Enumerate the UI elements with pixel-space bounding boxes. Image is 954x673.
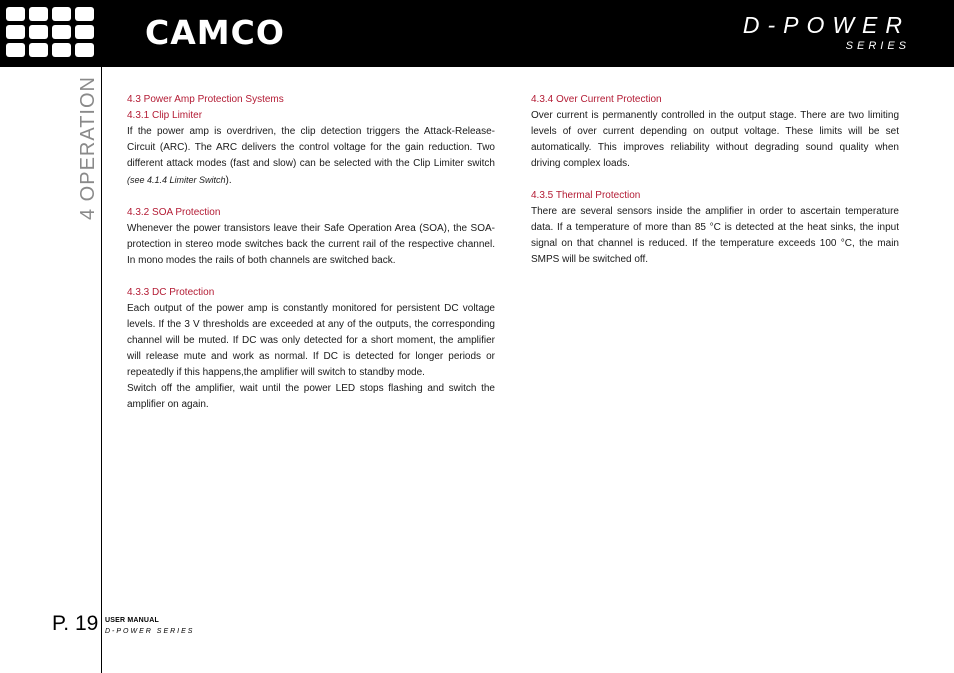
soa-paragraph: Whenever the power transistors leave their Safe Operation Area (SOA), the SOA-protection in stereo mode switches back the current rail of the respective channel. In mono modes the rails of both channels are switched back. — [127, 223, 495, 266]
heading-clip-limiter: 4.3.1 Clip Limiter — [127, 110, 203, 121]
thermal-paragraph: There are several sensors inside the amplifier in order to ascertain temperature data. If a temperature of more than 85 °C is detected at the heat sinks, the input signal on that channel is reduced. If the temperature exceeds 100 °C, the main SMPS will be switched off. — [531, 206, 899, 265]
footer-manual-label: USER MANUAL — [105, 617, 159, 624]
page-header — [0, 0, 954, 67]
over-current-paragraph: Over current is permanently controlled in the output stage. There are two limiting levels of over current depending on output voltage. These limits will be set automatically. This improves reliability without degrading sound quality when driving complex loads. — [531, 110, 899, 169]
left-column — [127, 92, 495, 413]
brand-logo-text: CAMCO — [145, 13, 285, 52]
heading-thermal-protection: 4.3.5 Thermal Protection — [531, 190, 641, 201]
footer-series-label: D-POWER SERIES — [105, 628, 195, 635]
camco-logo-grid — [6, 7, 94, 57]
section-side-label: 4 OPERATION — [77, 76, 99, 220]
heading-soa-protection: 4.3.2 SOA Protection — [127, 207, 221, 218]
clip-limiter-paragraph: If the power amp is overdriven, the clip detection triggers the Attack-Release-Circuit (ARC). The ARC delivers the control voltage for the gain reduction. Two different attack modes (fast and slow) can be selected with the Clip Limiter switch (see 4.1.4 Limiter Switch). — [127, 126, 495, 186]
dc-paragraph-2: Switch off the amplifier, wait until the power LED stops flashing and switch the amplifier on again. — [127, 383, 495, 410]
dc-paragraph-1: Each output of the power amp is constantly monitored for persistent DC voltage levels. If the 3 V thresholds are exceeded at any of the outputs, the corresponding channel will be muted. If DC was only detected for a short moment, the amplifier will release mute and work as normal. If DC is detected for longer periods or repeatedly if this happens,the amplifier will switch to standby mode. — [127, 303, 495, 378]
heading-protection-systems: 4.3 Power Amp Protection Systems — [127, 94, 284, 105]
right-column — [531, 92, 899, 268]
series-title: D-POWER — [742, 12, 910, 38]
heading-dc-protection: 4.3.3 DC Protection — [127, 287, 215, 298]
limiter-switch-reference: (see 4.1.4 Limiter Switch — [127, 175, 226, 185]
page-number: P. 19 — [52, 612, 99, 635]
series-subtitle: SERIES — [845, 40, 910, 52]
heading-over-current: 4.3.4 Over Current Protection — [531, 94, 662, 105]
